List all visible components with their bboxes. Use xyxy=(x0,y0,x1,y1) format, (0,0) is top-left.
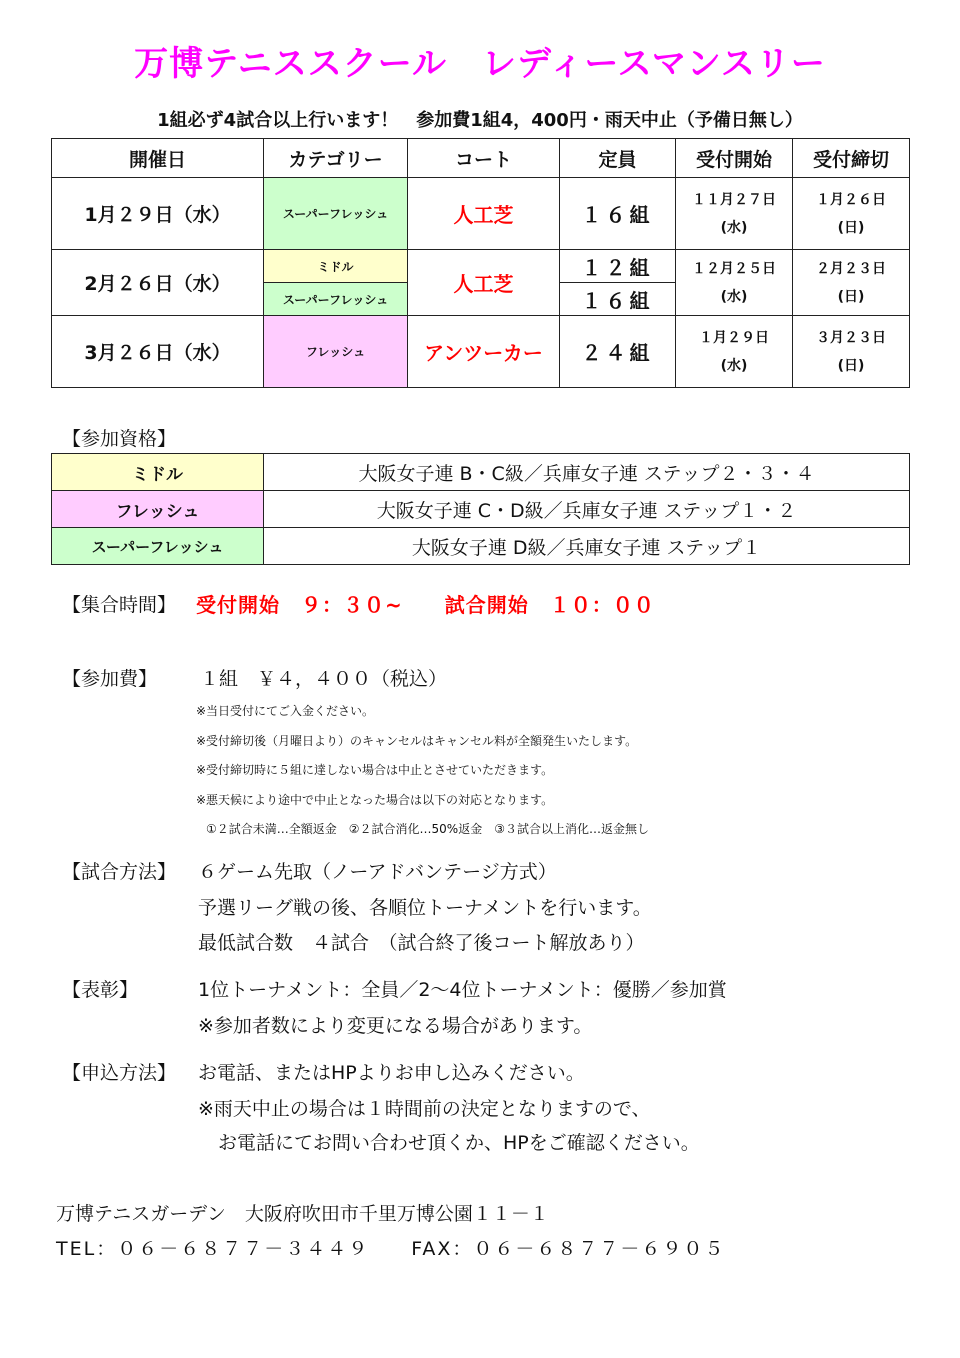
method-line: ６ゲーム先取（ノーアドバンテージ方式） xyxy=(198,861,557,883)
close-day: (日) xyxy=(837,357,865,374)
open-cell xyxy=(676,316,793,388)
meeting-heading: 【集合時間】 xyxy=(62,594,177,616)
schedule-table xyxy=(51,138,910,388)
qualification-label: フレッシュ xyxy=(52,491,264,528)
qualification-table xyxy=(51,453,910,565)
qualification-label: ミドル xyxy=(52,454,264,491)
close-cell xyxy=(793,250,910,316)
qualification-value: 大阪女子連 B・C級／兵庫女子連 ステップ２・３・４ xyxy=(264,454,910,491)
category-cell: フレッシュ xyxy=(264,316,408,388)
qualification-heading: 【参加資格】 xyxy=(62,428,177,450)
close-date: １月２６日 xyxy=(816,191,886,208)
table-row xyxy=(52,491,910,528)
open-date: １１月２７日 xyxy=(692,191,776,208)
qualification-value: 大阪女子連 C・D級／兵庫女子連 ステップ１・２ xyxy=(264,491,910,528)
header-court: コート xyxy=(408,139,560,178)
footer-address: 万博テニスガーデン 大阪府吹田市千里万博公園１１－１ xyxy=(56,1203,549,1225)
fee-note: ①２試合未満…全額返金 ②２試合消化…50%返金 ③３試合以上消化…返金無し xyxy=(206,822,649,836)
qualification-value: 大阪女子連 D級／兵庫女子連 ステップ１ xyxy=(264,528,910,565)
open-cell xyxy=(676,250,793,316)
header-category: カテゴリー xyxy=(264,139,408,178)
table-row xyxy=(52,316,910,388)
apply-heading: 【申込方法】 xyxy=(62,1062,177,1084)
fee-note: ※当日受付にてご入金ください。 xyxy=(196,704,375,718)
open-day: (水) xyxy=(720,219,748,236)
category-cell: スーパーフレッシュ xyxy=(264,178,408,250)
method-heading: 【試合方法】 xyxy=(62,861,177,883)
table-row xyxy=(52,454,910,491)
page-subtitle: 1組必ず4試合以上行います！ 参加費1組4，400円・雨天中止（予備日無し） xyxy=(157,110,803,131)
table-row xyxy=(52,528,910,565)
open-date: １２月２５日 xyxy=(692,260,776,277)
table-row xyxy=(52,178,910,250)
category-cell: スーパーフレッシュ xyxy=(264,283,408,316)
court-cell: 人工芝 xyxy=(408,250,560,316)
event-date: 1月２９日（水） xyxy=(52,178,264,250)
close-cell xyxy=(793,178,910,250)
meeting-time: 受付開始 ９：３０~ 試合開始 １０：００ xyxy=(196,593,655,617)
capacity-cell: １２組 xyxy=(560,250,676,283)
fee-value: １組 ￥４，４００（税込） xyxy=(200,668,448,690)
award-line: ※参加者数により変更になる場合があります。 xyxy=(198,1015,593,1037)
table-header-row xyxy=(52,139,910,178)
apply-line: ※雨天中止の場合は１時間前の決定となりますので、 xyxy=(198,1098,651,1120)
close-day: (日) xyxy=(837,288,865,305)
fee-note: ※悪天候により途中で中止となった場合は以下の対応となります。 xyxy=(196,793,554,807)
close-date: ２月２３日 xyxy=(816,260,886,277)
event-date: 2月２６日（水） xyxy=(52,250,264,316)
close-day: (日) xyxy=(837,219,865,236)
method-line: 最低試合数 ４試合 （試合終了後コート解放あり） xyxy=(198,932,645,954)
category-cell: ミドル xyxy=(264,250,408,283)
capacity-cell: １６組 xyxy=(560,283,676,316)
header-open: 受付開始 xyxy=(676,139,793,178)
capacity-cell: １６組 xyxy=(560,178,676,250)
close-date: ３月２３日 xyxy=(816,329,886,346)
apply-line: お電話にてお問い合わせ頂くか、HPをご確認ください。 xyxy=(218,1132,700,1154)
award-heading: 【表彰】 xyxy=(62,979,139,1001)
table-row xyxy=(52,250,910,283)
fee-heading: 【参加費】 xyxy=(62,668,158,690)
fee-note: ※受付締切時に５組に達しない場合は中止とさせていただきます。 xyxy=(196,763,554,777)
footer-contact: TEL：０６－６８７７－３４４９ FAX：０６－６８７７－６９０５ xyxy=(56,1238,726,1260)
page-title: 万博テニススクール レディースマンスリー xyxy=(134,44,826,84)
open-day: (水) xyxy=(720,357,748,374)
court-cell: 人工芝 xyxy=(408,178,560,250)
open-date: １月２９日 xyxy=(699,329,769,346)
qualification-label: スーパーフレッシュ xyxy=(52,528,264,565)
court-cell: アンツーカー xyxy=(408,316,560,388)
header-close: 受付締切 xyxy=(793,139,910,178)
header-date: 開催日 xyxy=(52,139,264,178)
event-date: 3月２６日（水） xyxy=(52,316,264,388)
header-capacity: 定員 xyxy=(560,139,676,178)
award-line: 1位トーナメント：全員／2～4位トーナメント：優勝／参加賞 xyxy=(198,979,727,1001)
close-cell xyxy=(793,316,910,388)
fee-note: ※受付締切後（月曜日より）のキャンセルはキャンセル料が全額発生いたします。 xyxy=(196,734,638,748)
open-cell xyxy=(676,178,793,250)
open-day: (水) xyxy=(720,288,748,305)
method-line: 予選リーグ戦の後、各順位トーナメントを行います。 xyxy=(198,897,652,919)
capacity-cell: ２４組 xyxy=(560,316,676,388)
apply-line: お電話、またはHPよりお申し込みください。 xyxy=(198,1062,585,1084)
